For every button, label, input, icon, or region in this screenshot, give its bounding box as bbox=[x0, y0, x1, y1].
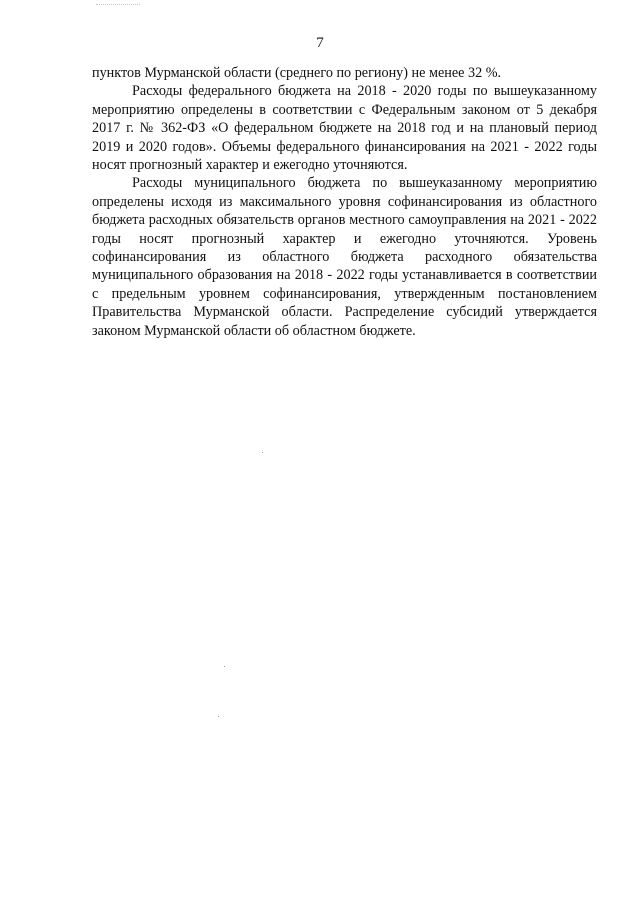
body-text bbox=[92, 64, 597, 340]
scan-speck bbox=[224, 666, 225, 667]
paragraph-continuation: пунктов Мурманской области (среднего по региону) не менее 32 %. bbox=[92, 65, 502, 81]
paragraph-federal-budget: Расходы федерального бюджета на 2018 - 2020 годы по вышеуказанному мероприятию определены в соответствии с Федеральным законом от 5 декабря 2017 г. № 362-ФЗ «О федеральном бюджете на 2018 год и на плановый период 2019 и 2020 годов». Объемы федерального финансирования на 2021 - 2022 годы носят прогнозный характер и ежегодно уточняются. bbox=[92, 83, 597, 174]
scan-speck bbox=[218, 716, 219, 717]
paragraph-municipal-budget: Расходы муниципального бюджета по вышеуказанному мероприятию определены исходя из максимального уровня софинансирования из областного бюджета расходных обязательств органов местного самоуправления на 2021 - 2022 годы носят прогнозный характер и ежегодно уточняются. Уровень софинансирования из областного бюджета расходного обязательства муниципального образования на 2018 - 2022 годы устанавливается в соответствии с предельным уровнем софинансирования, утвержденным постановлением Правительства Мурманской области. Распределение субсидий утверждается законом Мурманской области об областном бюджете. bbox=[92, 175, 597, 339]
page-number: 7 bbox=[316, 35, 324, 51]
scan-speck bbox=[262, 452, 263, 453]
scan-artifact bbox=[96, 0, 140, 5]
